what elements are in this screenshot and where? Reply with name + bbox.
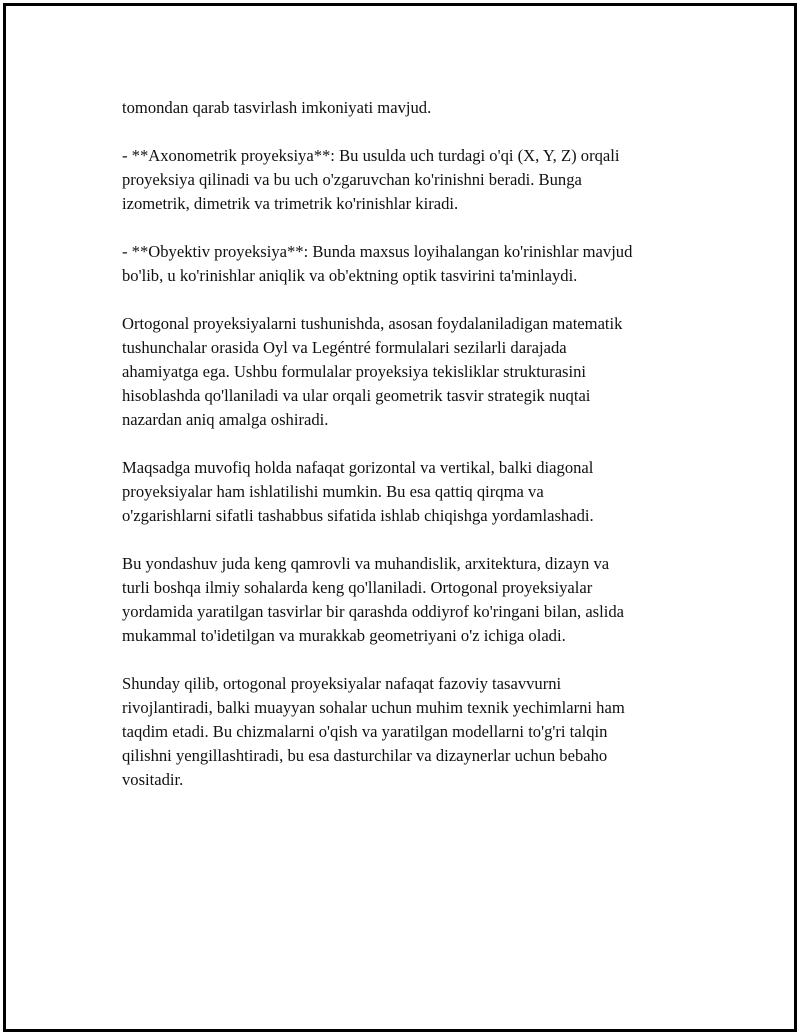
- paragraph-objective-projection: - **Obyektiv proyeksiya**: Bunda maxsus loyihalangan ko'rinishlar mavjud bo'lib, u ko'rinishlar aniqlik va ob'ektning optik tasvirini ta'minlaydi.: [122, 242, 633, 285]
- paragraph-applications: Bu yondashuv juda keng qamrovli va muhandislik, arxitektura, dizayn va turli boshqa ilmiy sohalarda keng qo'llaniladi. Ortogonal proyeksiyalar yordamida yaratilgan tasvirlar bir qarashda oddiyrof ko'ringani bilan, aslida mukammal to'idetilgan va murakkab geometriyani o'z ichiga oladi.: [122, 554, 625, 645]
- document-body: [122, 96, 702, 816]
- paragraph-math-concepts: Ortogonal proyeksiyalarni tushunishda, asosan foydalaniladigan matematik tushunchalar orasida Oyl va Legéntré formulalari sezilarli darajada ahamiyatga ega. Ushbu formulalar proyeksiya tekisliklar strukturasini hisoblashda qo'llaniladi va ular orqali geometrik tasvir strategik nuqtai nazardan aniq amalga oshiradi.: [122, 314, 623, 429]
- paragraph-diagonal-projections: Maqsadga muvofiq holda nafaqat gorizontal va vertikal, balki diagonal proyeksiyalar ham ishlatilishi mumkin. Bu esa qattiq qirqma va o'zgarishlarni sifatli tashabbus sifatida ishlab chiqishga yordamlashadi.: [122, 458, 594, 525]
- paragraph-axonometric-projection: - **Axonometrik proyeksiya**: Bu usulda uch turdagi o'qi (X, Y, Z) orqali proyeksiya qilinadi va bu uch o'zgaruvchan ko'rinishni beradi. Bunga izometrik, dimetrik va trimetrik ko'rinishlar kiradi.: [122, 146, 620, 213]
- paragraph-continuation: tomondan qarab tasvirlash imkoniyati mavjud.: [122, 98, 432, 117]
- page-frame: [3, 3, 797, 1032]
- paragraph-conclusion: Shunday qilib, ortogonal proyeksiyalar nafaqat fazoviy tasavvurni rivojlantiradi, balki muayyan sohalar uchun muhim texnik yechimlarni ham taqdim etadi. Bu chizmalarni o'qish va yaratilgan modellarni to'g'ri talqin qilishni yengillashtiradi, bu esa dasturchilar va dizaynerlar uchun bebaho vositadir.: [122, 674, 625, 789]
